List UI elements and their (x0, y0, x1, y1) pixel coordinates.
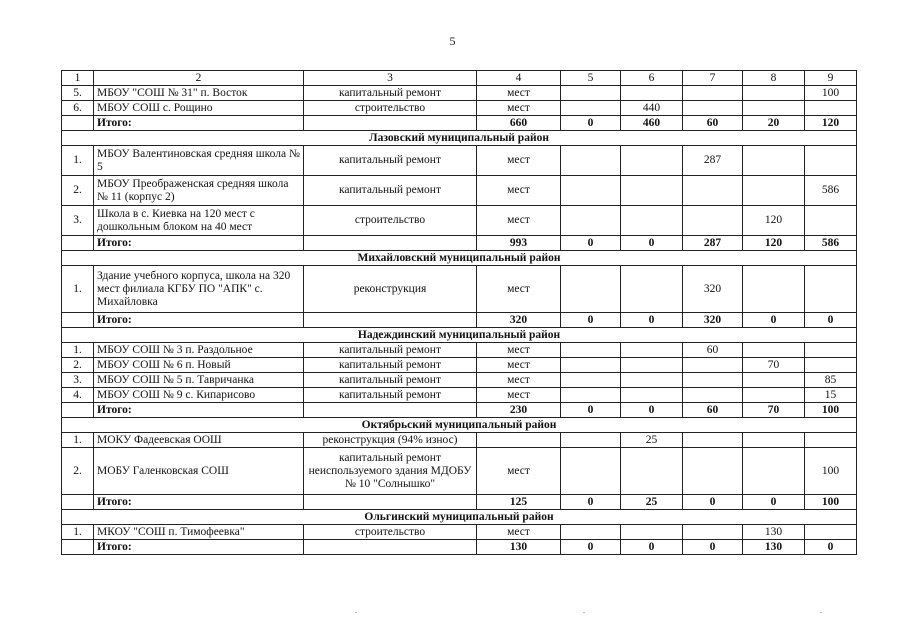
value-cell (621, 86, 683, 101)
value-cell (805, 343, 857, 358)
unit-cell: мест (477, 525, 561, 540)
district-section-row (62, 328, 857, 343)
value-cell: 0 (561, 236, 621, 251)
table-row (62, 343, 857, 358)
object-name-cell: Здание учебного корпуса, школа на 320 мест филиала КГБУ ПО "АПК" с. Михайловка (94, 266, 304, 313)
table-row (62, 176, 857, 206)
value-cell (805, 358, 857, 373)
value-cell (805, 266, 857, 313)
value-cell: 440 (621, 101, 683, 116)
value-cell: 320 (683, 313, 743, 328)
page-number: 5 (449, 34, 456, 48)
object-name-cell: МБОУ СОШ № 5 п. Тавричанка (94, 373, 304, 388)
value-cell (683, 101, 743, 116)
value-cell (621, 206, 683, 236)
table-header-row (62, 71, 857, 86)
value-cell (621, 343, 683, 358)
value-cell (621, 146, 683, 176)
unit-cell: мест (477, 373, 561, 388)
value-cell (561, 343, 621, 358)
value-cell (743, 388, 805, 403)
value-cell: 15 (805, 388, 857, 403)
value-cell (743, 343, 805, 358)
work-type-cell: капитальный ремонт (304, 343, 477, 358)
row-number-cell: 1. (62, 433, 94, 448)
header-cell: 2 (94, 71, 304, 86)
value-cell: 0 (561, 495, 621, 510)
value-cell (805, 146, 857, 176)
header-cell: 6 (621, 71, 683, 86)
header-cell: 7 (683, 71, 743, 86)
unit-cell: 130 (477, 540, 561, 555)
value-cell (561, 146, 621, 176)
work-type-cell: строительство (304, 525, 477, 540)
table-row (62, 433, 857, 448)
value-cell (621, 373, 683, 388)
total-label: Итого: (94, 495, 304, 510)
value-cell: 0 (561, 403, 621, 418)
work-type-cell (304, 116, 477, 131)
unit-cell: 993 (477, 236, 561, 251)
unit-cell: мест (477, 388, 561, 403)
row-number-cell (62, 236, 94, 251)
row-number-cell: 1. (62, 266, 94, 313)
value-cell (683, 525, 743, 540)
header-cell: 9 (805, 71, 857, 86)
value-cell (743, 86, 805, 101)
value-cell (561, 86, 621, 101)
value-cell (561, 266, 621, 313)
work-type-cell (304, 403, 477, 418)
district-title: Надеждинский муниципальный район (62, 328, 857, 343)
unit-cell: мест (477, 266, 561, 313)
work-type-cell (304, 236, 477, 251)
table-row (62, 206, 857, 236)
object-name-cell: МБОУ Валентиновская средняя школа № 5 (94, 146, 304, 176)
value-cell: 70 (743, 358, 805, 373)
work-type-cell: капитальный ремонт (304, 86, 477, 101)
value-cell: 0 (683, 495, 743, 510)
unit-cell: мест (477, 343, 561, 358)
value-cell: 0 (561, 540, 621, 555)
value-cell: 100 (805, 448, 857, 495)
value-cell: 0 (621, 236, 683, 251)
header-cell: 8 (743, 71, 805, 86)
work-type-cell: реконструкция (304, 266, 477, 313)
value-cell: 0 (621, 540, 683, 555)
value-cell (743, 146, 805, 176)
value-cell: 120 (805, 116, 857, 131)
total-label: Итого: (94, 236, 304, 251)
table-row (62, 448, 857, 495)
table-row (62, 525, 857, 540)
header-cell: 5 (561, 71, 621, 86)
value-cell (683, 373, 743, 388)
total-label: Итого: (94, 116, 304, 131)
value-cell (561, 373, 621, 388)
unit-cell: мест (477, 86, 561, 101)
total-label: Итого: (94, 313, 304, 328)
row-number-cell (62, 116, 94, 131)
value-cell (561, 101, 621, 116)
value-cell: 320 (683, 266, 743, 313)
work-type-cell (304, 313, 477, 328)
value-cell (805, 101, 857, 116)
work-type-cell: капитальный ремонт (304, 388, 477, 403)
object-name-cell: МОБУ Галенковская СОШ (94, 448, 304, 495)
value-cell (683, 358, 743, 373)
value-cell (621, 525, 683, 540)
value-cell (621, 448, 683, 495)
total-row (62, 540, 857, 555)
row-number-cell: 1. (62, 525, 94, 540)
work-type-cell: капитальный ремонт (304, 373, 477, 388)
value-cell: 130 (743, 540, 805, 555)
row-number-cell (62, 313, 94, 328)
value-cell: 0 (743, 495, 805, 510)
district-title: Ольгинский муниципальный район (62, 510, 857, 525)
work-type-cell: капитальный ремонт (304, 146, 477, 176)
value-cell (743, 433, 805, 448)
object-name-cell: МБОУ СОШ с. Рощино (94, 101, 304, 116)
row-number-cell: 6. (62, 101, 94, 116)
work-type-cell: реконструкция (94% износ) (304, 433, 477, 448)
total-row (62, 116, 857, 131)
value-cell: 60 (683, 403, 743, 418)
work-type-cell (304, 495, 477, 510)
value-cell: 287 (683, 236, 743, 251)
total-label: Итого: (94, 540, 304, 555)
unit-cell (477, 433, 561, 448)
row-number-cell: 2. (62, 176, 94, 206)
value-cell (621, 266, 683, 313)
table-row (62, 373, 857, 388)
value-cell: 120 (743, 206, 805, 236)
district-section-row (62, 418, 857, 433)
value-cell (805, 433, 857, 448)
header-cell: 3 (304, 71, 477, 86)
value-cell (683, 206, 743, 236)
value-cell (743, 101, 805, 116)
work-type-cell: капитальный ремонт (304, 176, 477, 206)
value-cell: 586 (805, 236, 857, 251)
value-cell (683, 433, 743, 448)
value-cell: 70 (743, 403, 805, 418)
table-row (62, 358, 857, 373)
row-number-cell: 4. (62, 388, 94, 403)
unit-cell: мест (477, 176, 561, 206)
value-cell: 25 (621, 495, 683, 510)
value-cell: 0 (621, 403, 683, 418)
value-cell (805, 525, 857, 540)
value-cell (683, 388, 743, 403)
district-title: Октябрьский муниципальный район (62, 418, 857, 433)
value-cell (743, 176, 805, 206)
object-name-cell: МКОУ "СОШ п. Тимофеевка" (94, 525, 304, 540)
total-row (62, 495, 857, 510)
unit-cell: 125 (477, 495, 561, 510)
unit-cell: мест (477, 206, 561, 236)
value-cell: 85 (805, 373, 857, 388)
object-name-cell: МБОУ СОШ № 9 с. Кипарисово (94, 388, 304, 403)
unit-cell: мест (477, 358, 561, 373)
value-cell: 25 (621, 433, 683, 448)
work-type-cell: строительство (304, 101, 477, 116)
district-title: Михайловский муниципальный район (62, 251, 857, 266)
value-cell: 130 (743, 525, 805, 540)
row-number-cell (62, 540, 94, 555)
unit-cell: мест (477, 101, 561, 116)
object-name-cell: Школа в с. Киевка на 120 мест с дошкольным блоком на 40 мест (94, 206, 304, 236)
table-row (62, 86, 857, 101)
value-cell: 0 (561, 313, 621, 328)
work-type-cell (304, 540, 477, 555)
value-cell: 100 (805, 495, 857, 510)
value-cell (743, 448, 805, 495)
value-cell: 287 (683, 146, 743, 176)
value-cell (621, 176, 683, 206)
object-name-cell: МБОУ "СОШ № 31" п. Восток (94, 86, 304, 101)
value-cell (561, 388, 621, 403)
value-cell: 100 (805, 403, 857, 418)
district-section-row (62, 131, 857, 146)
unit-cell: 320 (477, 313, 561, 328)
value-cell (743, 373, 805, 388)
district-section-row (62, 510, 857, 525)
value-cell (561, 525, 621, 540)
row-number-cell: 3. (62, 373, 94, 388)
district-title: Лазовский муниципальный район (62, 131, 857, 146)
value-cell: 586 (805, 176, 857, 206)
value-cell: 100 (805, 86, 857, 101)
row-number-cell: 3. (62, 206, 94, 236)
row-number-cell: 1. (62, 343, 94, 358)
value-cell: 120 (743, 236, 805, 251)
table-row (62, 101, 857, 116)
value-cell: 0 (743, 313, 805, 328)
total-row (62, 236, 857, 251)
total-row (62, 403, 857, 418)
row-number-cell (62, 403, 94, 418)
object-name-cell: МОКУ Фадеевская ООШ (94, 433, 304, 448)
value-cell: 460 (621, 116, 683, 131)
unit-cell: 230 (477, 403, 561, 418)
table-body (62, 86, 857, 555)
value-cell (683, 86, 743, 101)
value-cell: 60 (683, 343, 743, 358)
value-cell (561, 358, 621, 373)
row-number-cell: 2. (62, 358, 94, 373)
header-cell: 1 (62, 71, 94, 86)
object-name-cell: МБОУ Преображенская средняя школа № 11 (корпус 2) (94, 176, 304, 206)
row-number-cell (62, 495, 94, 510)
table-row (62, 146, 857, 176)
table-row (62, 266, 857, 313)
row-number-cell: 2. (62, 448, 94, 495)
row-number-cell: 1. (62, 146, 94, 176)
unit-cell: мест (477, 146, 561, 176)
value-cell: 60 (683, 116, 743, 131)
table-row (62, 388, 857, 403)
value-cell (561, 206, 621, 236)
work-type-cell: строительство (304, 206, 477, 236)
value-cell (621, 388, 683, 403)
value-cell: 0 (621, 313, 683, 328)
object-name-cell: МБОУ СОШ № 6 п. Новый (94, 358, 304, 373)
work-type-cell: капитальный ремонт (304, 358, 477, 373)
header-cell: 4 (477, 71, 561, 86)
value-cell: 20 (743, 116, 805, 131)
value-cell: 0 (561, 116, 621, 131)
unit-cell: мест (477, 448, 561, 495)
value-cell (743, 266, 805, 313)
value-cell (683, 176, 743, 206)
value-cell (621, 358, 683, 373)
value-cell (805, 206, 857, 236)
value-cell (561, 176, 621, 206)
object-name-cell: МБОУ СОШ № 3 п. Раздольное (94, 343, 304, 358)
total-row (62, 313, 857, 328)
work-type-cell: капитальный ремонт неиспользуемого здания МДОБУ № 10 "Солнышко" (304, 448, 477, 495)
total-label: Итого: (94, 403, 304, 418)
unit-cell: 660 (477, 116, 561, 131)
value-cell (683, 448, 743, 495)
capital-works-table (61, 70, 857, 555)
value-cell: 0 (805, 313, 857, 328)
value-cell (561, 433, 621, 448)
value-cell (561, 448, 621, 495)
value-cell: 0 (683, 540, 743, 555)
row-number-cell: 5. (62, 86, 94, 101)
district-section-row (62, 251, 857, 266)
value-cell: 0 (805, 540, 857, 555)
